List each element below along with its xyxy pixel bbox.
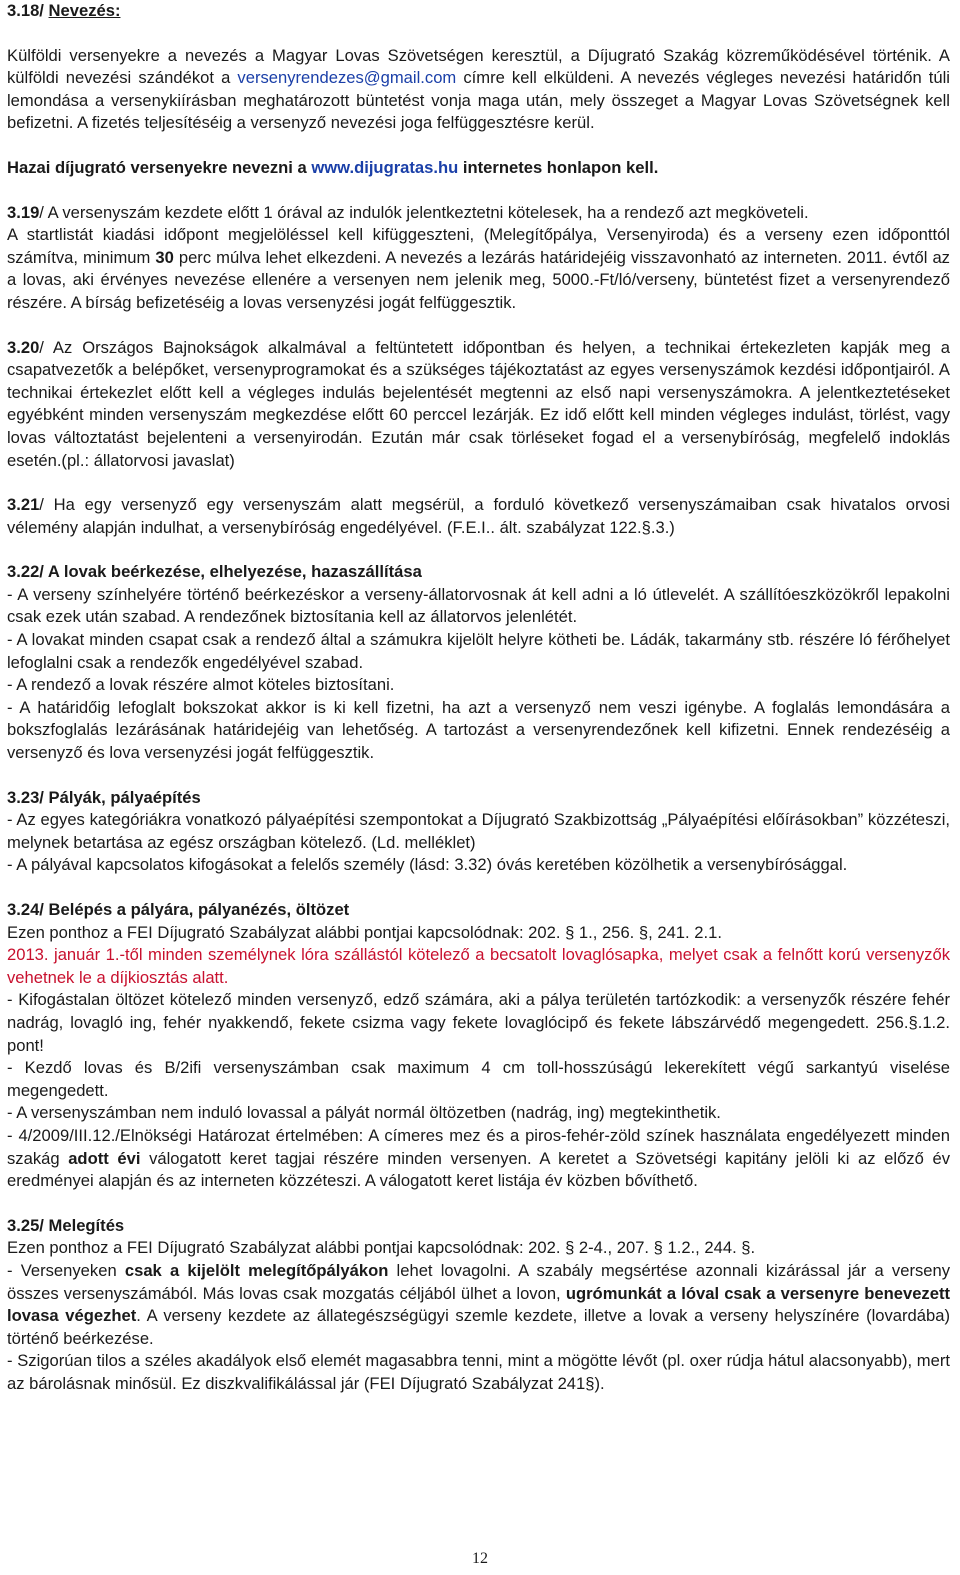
list-item: - A lovakat minden csapat csak a rendező által a számukra kijelölt helyre kötheti be. Ládák, takarmány stb. részére ló férőhelyet lefoglalni csak a rendezők engedélyével szabad. [7,630,950,672]
section-number: 3.21 [7,495,40,515]
section-title: Melegítés [48,1215,125,1235]
section-321-paragraph: 3.21/ Ha egy versenyző egy versenyszám alatt megsérül, a forduló következő versenyszámaiban csak hivatalos orvosi vélemény alapján indulhat, a versenybíróság engedélyével. (F.E.I.. ált. szabályzat 122.§.3.) [7,495,950,537]
email-link[interactable]: versenyrendezes@gmail.com [237,68,457,88]
section-title: A lovak beérkezése, elhelyezése, hazaszállítása [47,562,422,582]
website-link[interactable]: www.dijugratas.hu [311,157,459,177]
list-item: - 4/2009/III.12./Elnökségi Határozat értelmében: A címeres mez és a piros-fehér-zöld színek használata engedélyezett minden szakág adott évi válogatott keret tagjai részére minden versenyen. A keretet a Szövetségi kapitány jelöli ki az előző év eredményei alapján és az interneten közzéteszi. A válogatott keret listája év közben bővíthető. [7,1125,950,1191]
section-title: Pályák, pályaépítés [48,787,201,807]
list-item: - Kifogástalan öltözet kötelező minden versenyző, edző számára, aki a pálya területén tartózkodik: a versenyzők részére fehér nadrág, lovagló ing, fehér nyakkendő, fekete csizma vagy fekete lovaglócipő és fekete lábszárvédő megengedett. 256.§.1.2. pont! [7,990,950,1055]
section-number: 3.20 [7,337,40,357]
section-number: 3.18/ [7,1,49,20]
highlighted-notice: 2013. január 1.-től minden személynek lóra szállástól kötelező a becsatolt lovaglósapka, melyet csak a felnőtt korú versenyzők vehetnek le a díjkiosztás alatt. [7,945,950,987]
section-320-paragraph: 3.20/ Az Országos Bajnokságok alkalmával a feltüntetett időpontban és helyen, a technikai értekezleten kapják meg a csapatvezetők a belépőket, versenyprogramokat és a szükséges tájékoztatást az egyes versenyszámok kezdési időpontjairól. A technikai értekezlet előtt kell a végleges indulás bejelentését megtenni az első napi versenyszámokra. A jelentkeztetéseket egyébként minden versenyszám megkezdése előtt 60 perccel lezárják. Ez idő előtt kell minden végleges indulást, törlést, vagy lovas változtatást bejelenteni a versenyirodán. Ezután már csak törléseket fogad el a versenybíróság, megfelelő indoklás esetén.(pl.: állatorvosi javaslat) [7,337,950,470]
list-item: - A versenyszámban nem induló lovassal a pályát normál öltözetben (nadrág, ing) megtekinthetik. [7,1103,721,1123]
paragraph: Külföldi versenyekre a nevezés a Magyar Lovas Szövetségen keresztül, a Díjugrató Szakág közreműködésével történik. A külföldi nevezési szándékot a versenyrendezes@gmail.com címre kell elküldeni. A nevezés végleges nevezési határidőn túli lemondása a versenykiírásban meghatározott büntetést vonja maga után, mely összeget a Magyar Lovas Szövetségnek kell befizetni. A fizetés teljesítéséig a versenyző nevezési joga felfüggesztésre kerül. [7,45,950,133]
paragraph-bold: Hazai díjugrató versenyekre nevezni a www.dijugratas.hu internetes honlapon kell. [7,157,659,177]
section-323-heading: 3.23/ Pályák, pályaépítés [7,787,201,807]
list-item: - Kezdő lovas és B/2ifi versenyszámban csak maximum 4 cm toll-hosszúságú lekerekített végű sarkantyú viselése megengedett. [7,1058,950,1100]
list-item: - A verseny színhelyére történő beérkezéskor a verseny-állatorvosnak át kell adni a ló útlevelét. A szállítóeszközökről lepakolni csak ezek után szabad. A rendezőnek biztosítania kell az állatorvos jelenlétét. [7,584,950,627]
section-number: 3.19 [7,202,40,222]
intro-text: Ezen ponthoz a FEI Díjugrató Szabályzat alábbi pontjai kapcsolódnak: 202. § 2-4., 207. § 1.2., 244. §. [7,1238,756,1258]
section-324-heading: 3.24/ Belépés a pályára, pályanézés, öltözet [7,900,350,919]
section-322-heading: 3.22/ A lovak beérkezése, elhelyezése, hazaszállítása [7,562,422,582]
document-page [7,0,950,1395]
list-item: - Az egyes kategóriákra vonatkozó pályaépítési szempontokat a Díjugrató Szakbizottság „Pályaépítési előírásokban” közzéteszi, melynek betartása az egész országban kötelező. (Ld. melléklet) [7,810,950,852]
list-item: - A határidőig lefoglalt bokszokat akkor is ki kell fizetni, ha azt a versenyző nem veszi igénybe. A foglalás lemondására a bokszfoglalás lezárásának határidejéig van lehetőség. A tartozást a versenyrendezőnek kell kifizetni. Ennek rendezéséig a versenyző és lova versenyzési jogát felfüggesztik. [7,697,950,763]
list-item: - Szigorúan tilos a széles akadályok első elemét magasabbra tenni, mint a mögötte lévőt (pl. oxer rúdja hátul alacsonyabb), mert az bárolásnak minősül. Ez diszkvalifikálással jár (FEI Díjugrató Szabályzat 241§). [7,1351,950,1393]
section-title: Belépés a pályára, pályanézés, öltözet [48,900,350,919]
intro-text: Ezen ponthoz a FEI Díjugrató Szabályzat alábbi pontjai kapcsolódnak: 202. § 1., 256. §, 241. 2.1. [7,922,722,942]
list-item: - A pályával kapcsolatos kifogásokat a felelős személy (lásd: 3.32) óvás keretében közölhetik a versenybírósággal. [7,855,848,875]
list-item: - Versenyeken csak a kijelölt melegítőpályákon lehet lovagolni. A szabály megsértése azonnali kizárással jár a verseny összes versenyszámából. Más lovas csak mozgatás céljából ülhet a lovon, ugrómunkát a lóval csak a versenyre benevezett lovasa végezhet. A verseny kezdete az állategészségügyi szemle kezdete, illetve a lovak a verseny helyszínére (lovardába) történő beérkezése. [7,1260,951,1348]
section-title: Nevezés: [48,1,121,20]
section-325-heading: 3.25/ Melegítés [7,1215,125,1235]
section-318-heading [7,0,950,23]
list-item: - A rendező a lovak részére almot köteles biztosítani. [7,675,395,695]
page-number: 12 [472,1550,488,1567]
section-319-paragraph: 3.19/ A versenyszám kezdete előtt 1 órával az indulók jelentkeztetni kötelesek, ha a rendező azt megköveteli. [7,202,809,222]
paragraph: A startlistát kiadási időpont megjelöléssel kell kifüggeszteni, (Melegítőpálya, Versenyiroda) és a verseny ezen időponttól számítva, minimum 30 perc múlva lehet elkezdeni. A nevezés a lezárás határidejéig visszavonható az interneten. 2011. évtől az a lovas, aki érvényes nevezése ellenére a versenyen nem jelenik meg, 5000.-Ft/ló/verseny, büntetést fizet a versenyrendező részére. A bírság befizetéséig a lovas versenyzési jogát felfüggesztik. [7,225,950,312]
